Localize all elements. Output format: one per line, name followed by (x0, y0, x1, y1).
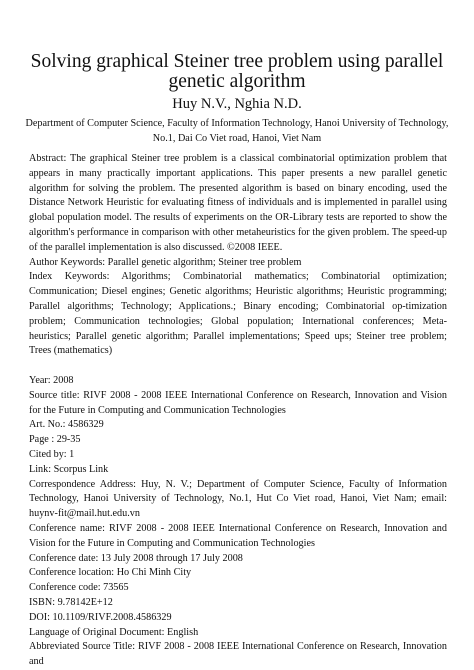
meta-link: Link: Scorpus Link (29, 463, 109, 475)
meta-doi: DOI: 10.1109/RIVF.2008.4586329 (29, 611, 172, 623)
meta-conference-location: Conference location: Ho Chi Minh City (29, 567, 192, 579)
meta-source-title: Source title: RIVF 2008 - 2008 IEEE International Conference on Research, Innovation and Vision for the Future in Computing and Communication Technologies (29, 389, 447, 416)
paragraph-gap (29, 359, 447, 374)
meta-abbreviated-source-title: Abbreviated Source Title: RIVF 2008 - 2008 IEEE International Conference on Research, Innovation and (29, 641, 447, 668)
meta-cited-by: Cited by: 1 (29, 448, 75, 460)
paper-authors: Huy N.V., Nghia N.D. (172, 96, 302, 112)
affiliation-line: Department of Computer Science, Faculty of Information Technology, Hanoi University of Technology, (25, 118, 449, 129)
abstract-paragraph: Abstract: The graphical Steiner tree problem is a classical combinatorial optimization problem that appears in many practically important applications. This paper presents a new parallel genetic algorithm for solving the problem. The presented algorithm is based on binary encoding, used the Distance Network Heuristic for evaluating fitness of individuals and is implemented in parallel using global population model. The results of experiments on the OR-Library tests are reported to show the algorithm's performance in comparison with other metaheuristics for the given problem. The speed-up of the parallel implementation is also discussed. ©2008 IEEE. (29, 153, 447, 253)
meta-pages: Page : 29-35 (29, 434, 81, 446)
author-keywords: Author Keywords: Parallel genetic algorithm; Steiner tree problem (29, 256, 302, 268)
meta-conference-name: Conference name: RIVF 2008 - 2008 IEEE International Conference on Research, Innovation and Vision for the Future in Computing and Communication Technologies (29, 522, 447, 549)
meta-isbn: ISBN: 9.78142E+12 (29, 596, 113, 608)
document-body (29, 152, 447, 670)
meta-conference-date: Conference date: 13 July 2008 through 17 July 2008 (29, 552, 243, 564)
author-affiliation (20, 116, 454, 146)
meta-language: Language of Original Document: English (29, 626, 199, 638)
meta-conference-code: Conference code: 73565 (29, 582, 129, 594)
meta-year: Year: 2008 (29, 374, 74, 386)
index-keywords: Index Keywords: Algorithms; Combinatorial mathematics; Combinatorial optimization; Communication; Diesel engines; Genetic algorithms; Heuristic algorithms; Heuristic programming; Parallel algorithms; Technology; Applications.; Binary encoding; Combinatorial op-timization problem; Communication technologies; Global population; International conferences; Meta-heuristics; Parallel genetic algorithm; Parallel implementations; Speed ups; Steiner tree problem; Trees (mathematics) (29, 271, 447, 357)
affiliation-line: No.1, Dai Co Viet road, Hanoi, Viet Nam (152, 133, 322, 144)
paper-title: Solving graphical Steiner tree problem using parallel genetic algorithm (30, 51, 444, 92)
meta-article-number: Art. No.: 4586329 (29, 419, 104, 431)
meta-correspondence: Correspondence Address: Huy, N. V.; Department of Computer Science, Faculty of Information Technology, Hanoi University of Technology, No.1, Hut Co Viet road, Hanoi, Viet Nam; email: huynv-fit@mail.hut.edu.vn (29, 478, 447, 520)
